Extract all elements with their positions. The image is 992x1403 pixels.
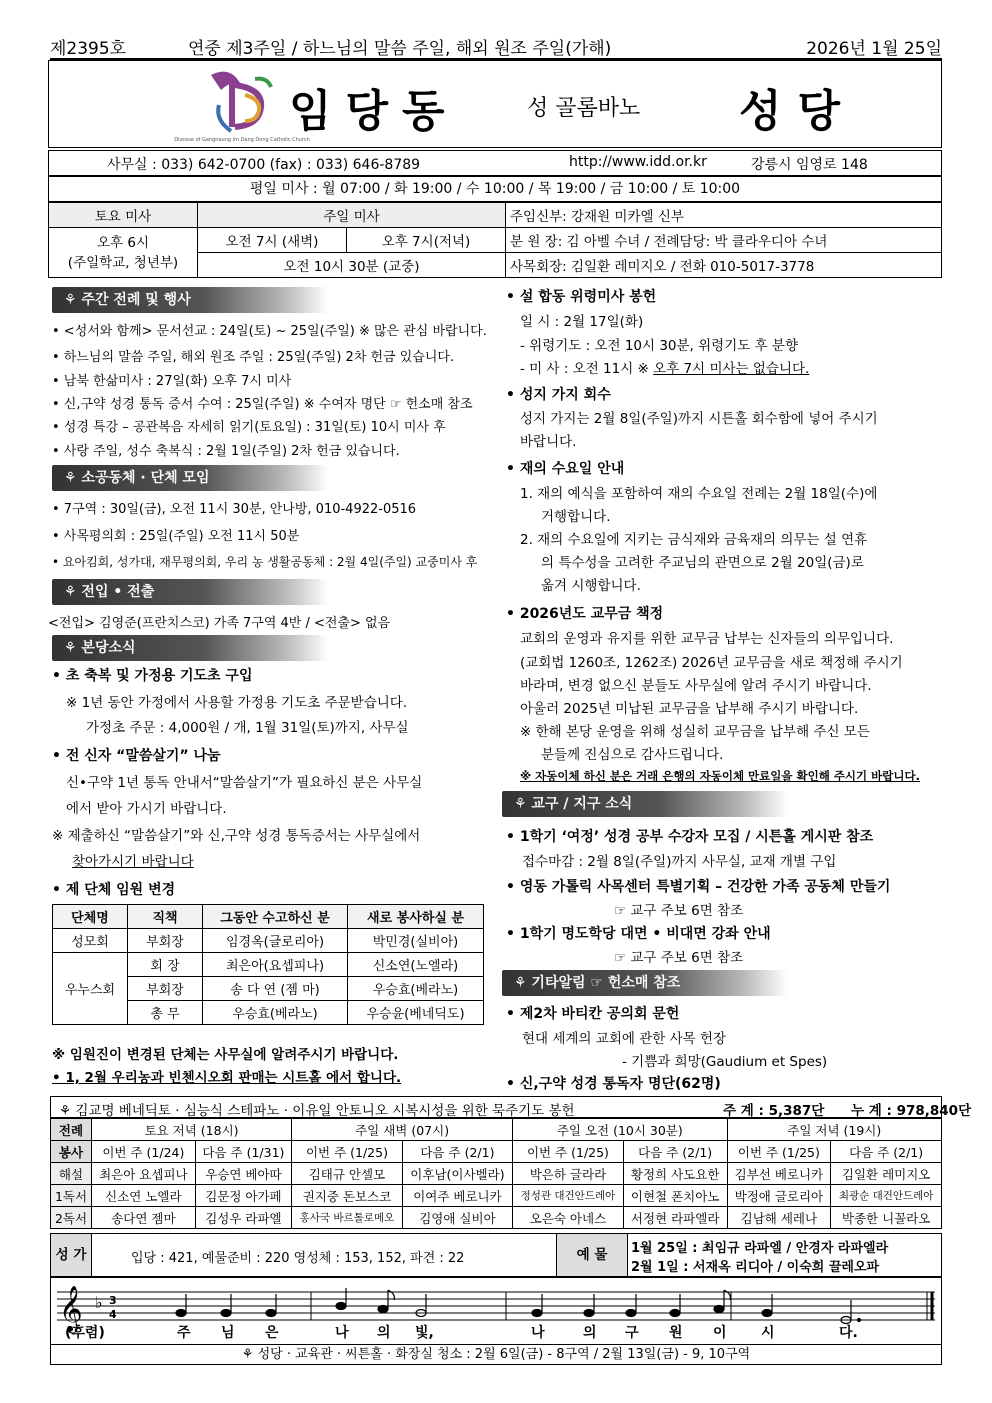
cleaning-schedule: ⚘ 성당 · 교육관 · 씨튼홀 · 화장실 청소 : 2월 6일(금) - 8구역 / 2월 13일(금) - 9, 10구역 xyxy=(51,1344,941,1365)
officer-col-prev: 그동안 수고하신 분 xyxy=(203,905,348,929)
group-header: 주일 저녁 (19시) xyxy=(727,1119,941,1141)
officer-col-new: 새로 봉사하실 분 xyxy=(348,905,484,929)
rosary-total: 누 계 : 978,840단 xyxy=(851,1103,972,1119)
time-bottom: 4 xyxy=(109,1308,117,1321)
group-header: 토요 저녁 (18시) xyxy=(92,1119,292,1141)
dues-4: 아울러 2025년 미납된 교무금을 납부해 주시기 바랍니다. xyxy=(520,701,859,717)
time-top: 3 xyxy=(109,1294,117,1307)
sun-evening: 오후 7시(저녁) xyxy=(347,228,506,253)
issue-header xyxy=(50,32,942,60)
officer-org: 우누스회 xyxy=(53,953,128,1025)
news-word-2: 에서 받아 가시기 바랍니다. xyxy=(66,801,227,817)
server-cell: 박정애 글로리아 xyxy=(727,1185,831,1207)
dues-1: 교회의 운영과 유지를 위한 교무금 납부는 신자들의 의무입니다. xyxy=(520,631,894,647)
liturgy-service-table xyxy=(50,1118,942,1229)
diocese-4: ☞ 교구 주보 6면 참조 xyxy=(614,903,744,919)
section-community: ⚘ 소공동체 · 단체 모임 xyxy=(52,465,328,491)
hymn-label: 성 가 xyxy=(51,1234,92,1276)
event-line-6: • 사랑 주일, 성수 축복식 : 2월 1일(주일) 2차 헌금 있습니다. xyxy=(52,444,400,459)
other-2: 현대 세계의 교회에 관한 사목 헌장 xyxy=(522,1031,727,1047)
sub-header: 다음 주 (2/1) xyxy=(623,1141,727,1163)
parish-logo xyxy=(174,65,310,145)
sat-header: 토요 미사 xyxy=(49,203,198,228)
hymn-offering-bar xyxy=(50,1233,942,1277)
church-word: 성당 xyxy=(739,86,857,137)
dues-title: • 2026년도 교무금 책정 xyxy=(506,606,664,622)
memorial-prayer: - 위령기도 : 오전 10시 30분, 위령기도 후 분향 xyxy=(520,338,799,354)
lyric: (후렴) xyxy=(65,1325,105,1341)
server-cell: 오은숙 아네스 xyxy=(513,1207,624,1229)
corner-1: 전례 xyxy=(51,1119,92,1141)
group-header: 주일 새벽 (07시) xyxy=(292,1119,513,1141)
memorial-title: • 설 합동 위령미사 봉헌 xyxy=(506,289,657,305)
dues-3: 바라며, 변경 없으신 분들도 사무실에 알려 주시기 바랍니다. xyxy=(520,678,872,694)
masthead xyxy=(48,60,942,148)
sub-header: 다음 주 (1/31) xyxy=(195,1141,291,1163)
contact-bar xyxy=(48,150,942,176)
lyric: 은 xyxy=(265,1325,279,1341)
sub-header: 다음 주 (2/1) xyxy=(402,1141,512,1163)
sat-time: 오후 6시 xyxy=(96,234,149,251)
news-candle-1: ※ 1년 동안 가정에서 사용할 가정용 기도초 주문받습니다. xyxy=(66,695,408,711)
lyric: 님 xyxy=(221,1325,235,1341)
news-word-4: 찾아가시기 바랍니다 xyxy=(72,854,194,870)
server-cell: 김남해 세레나 xyxy=(727,1207,831,1229)
lyric: 의 xyxy=(583,1325,597,1341)
parish-name: 임당동 xyxy=(289,86,459,137)
palm-2: 바랍니다. xyxy=(520,434,577,450)
council-head: 사목회장: 김일환 레미지오 / 전화 010-5017-3778 xyxy=(506,253,942,278)
sat-note: (주일학교, 청년부) xyxy=(67,254,179,271)
community-line-3: • 요아킴회, 성가대, 재무평의회, 우리 농 생활공동체 : 2월 4일(주일) 교중미사 후 xyxy=(52,555,478,569)
server-cell: 김문정 아가페 xyxy=(195,1185,291,1207)
lyric: 주 xyxy=(177,1325,191,1341)
server-cell: 신소연 노엘라 xyxy=(92,1185,196,1207)
logo-caption: Diocese of Gangneung Im Dang Dong Catholic Church xyxy=(174,137,310,143)
server-cell: 황정희 사도요한 xyxy=(623,1163,727,1185)
office-phone: 사무실 : 033) 642-0700 (fax) : 033) 646-8789 xyxy=(107,157,421,173)
server-cell: 김부선 베로니카 xyxy=(727,1163,831,1185)
weekday-mass: 평일 미사 : 월 07:00 / 화 19:00 / 수 10:00 / 목 19:00 / 금 10:00 / 토 10:00 xyxy=(48,176,942,202)
officer-new: 우승효(베라노) xyxy=(348,977,484,1001)
event-line-2: • 하느님의 말씀 주일, 해외 원조 주일 : 25일(주일) 2차 헌금 있습니다. xyxy=(52,350,455,365)
rosary-intention: ⚘ 김교명 베네딕토 · 심능식 스테파노 · 이유일 안토니오 시복시성을 위한 묵주기도 봉헌 xyxy=(59,1103,575,1119)
other-3: - 기쁨과 희망(Gaudium et Spes) xyxy=(622,1054,828,1070)
address: 강릉시 임영로 148 xyxy=(751,157,868,173)
ash-3: 2. 재의 수요일에 지키는 금식재와 금육재의 의무는 설 연휴 xyxy=(520,532,868,548)
offering-1: 1월 25일 : 최임규 라파엘 / 안경자 라파엘라 xyxy=(631,1241,889,1256)
news-officer-title: • 제 단체 임원 변경 xyxy=(52,882,176,898)
server-cell: 홍사국 바르톨로메오 xyxy=(292,1207,403,1229)
lyric: 시 xyxy=(761,1325,775,1341)
issue-date: 2026년 1월 25일 xyxy=(806,39,942,59)
diocese-2: 접수마감 : 2월 8일(주일)까지 사무실, 교재 개별 구입 xyxy=(522,854,837,870)
sub-header: 이번 주 (1/24) xyxy=(92,1141,196,1163)
memorial-mass-note: 오후 7시 미사는 없습니다. xyxy=(653,361,810,377)
community-line-1: • 7구역 : 30일(금), 오전 11시 30분, 안나방, 010-4922-0516 xyxy=(52,502,417,517)
ash-4: 의 특수성을 고려한 주교님의 관면으로 2월 20일(금)로 xyxy=(541,555,864,571)
community-line-2: • 사목평의회 : 25일(주일) 오전 11시 50분 xyxy=(52,529,300,544)
officer-role: 총 무 xyxy=(128,1001,203,1025)
server-cell: 박종한 니꼴라오 xyxy=(831,1207,942,1229)
lyric: 의 xyxy=(377,1325,391,1341)
section-transfer: ⚘ 전입 • 전출 xyxy=(52,579,328,605)
server-cell: 김일환 레미지오 xyxy=(831,1163,942,1185)
diocese-6: ☞ 교구 주보 6면 참조 xyxy=(614,950,744,966)
role-label: 2독서 xyxy=(51,1207,92,1229)
patron-name: 성 골롬바노 xyxy=(527,96,641,121)
diocese-1: • 1학기 ‘여정’ 성경 공부 수강자 모집 / 시튼홀 게시판 참조 xyxy=(506,829,874,845)
officer-prev: 최은아(요셉피나) xyxy=(203,953,348,977)
server-cell: 최은아 요셉피나 xyxy=(92,1163,196,1185)
officer-role: 부회장 xyxy=(128,929,203,953)
officer-org: 성모회 xyxy=(53,929,128,953)
other-1: • 제2차 바티칸 공의회 문헌 xyxy=(506,1006,680,1022)
news-candle-2: 가정초 주문 : 4,000원 / 개, 1월 31일(토)까지, 사무실 xyxy=(86,720,409,736)
website-link[interactable]: http://www.idd.or.kr xyxy=(569,154,707,170)
section-weekly-events: ⚘ 주간 전례 및 행사 xyxy=(52,287,328,313)
offering-label: 예 물 xyxy=(556,1234,628,1276)
section-parish-news: ⚘ 본당소식 xyxy=(52,635,328,661)
transfer-line: <전입> 김영준(프란치스코) 가족 7구역 4반 / <전출> 없음 xyxy=(48,616,391,631)
officer-role: 부회장 xyxy=(128,977,203,1001)
event-line-4: • 신,구약 성경 통독 증서 수여 : 25일(주일) ※ 수여자 명단 ☞ 헌소매 참조 xyxy=(52,397,473,412)
lyric: 원 xyxy=(669,1325,683,1341)
officer-prev: 임경옥(글로리아) xyxy=(203,929,348,953)
officer-new: 우승윤(베네딕도) xyxy=(348,1001,484,1025)
news-word-3: ※ 제출하신 “말씀살기”와 신,구약 성경 통독증서는 사무실에서 xyxy=(52,828,421,844)
lyric: 나 xyxy=(531,1325,545,1341)
lyric: 나 xyxy=(335,1325,349,1341)
officer-change-table xyxy=(52,904,484,1025)
sub-header: 이번 주 (1/25) xyxy=(727,1141,831,1163)
palm-1: 성지 가지는 2월 8일(주일)까지 시튼홀 회수함에 넣어 주시기 xyxy=(520,411,878,427)
offering-2: 2월 1일 : 서재옥 리디아 / 이숙희 끌레오파 xyxy=(631,1260,880,1275)
event-line-5: • 성경 특강 – 공관복음 자세히 읽기(토요일) : 31일(토) 10시 미사 후 xyxy=(52,420,446,435)
server-cell: 박은하 글라라 xyxy=(513,1163,624,1185)
server-cell: 김영애 실비아 xyxy=(402,1207,512,1229)
sat-time-cell xyxy=(49,228,198,278)
server-cell: 이후남(이사벨라) xyxy=(402,1163,512,1185)
other-4: • 신,구약 성경 통독자 명단(62명) xyxy=(506,1076,721,1092)
server-cell: 송다연 젬마 xyxy=(92,1207,196,1229)
lyric: 이 xyxy=(713,1325,727,1341)
sun-header: 주일 미사 xyxy=(198,203,506,228)
sun-main: 오전 10시 30분 (교중) xyxy=(198,253,506,278)
news-word-1: 신•구약 1년 통독 안내서“말씀살기”가 필요하신 분은 사무실 xyxy=(66,775,423,791)
news-candle-title: • 초 축복 및 가정용 기도초 구입 xyxy=(52,668,253,684)
sub-header: 다음 주 (2/1) xyxy=(831,1141,942,1163)
server-cell: 김성우 라파엘 xyxy=(195,1207,291,1229)
server-cell: 최광순 대건안드레아 xyxy=(831,1185,942,1207)
mass-schedule xyxy=(48,202,942,278)
event-line-1: • <성서와 함께> 문서선교 : 24일(토) ~ 25일(주일) ※ 많은 관심 바랍니다. xyxy=(52,324,487,339)
hymn-numbers: 입당 : 421, 예물준비 : 220 영성체 : 153, 152, 파견 : 22 xyxy=(131,1251,465,1266)
server-cell: 이여주 베로니카 xyxy=(402,1185,512,1207)
ash-2: 거행합니다. xyxy=(541,509,611,525)
server-cell: 서정현 라파엘라 xyxy=(623,1207,727,1229)
memorial-date: 일 시 : 2월 17일(화) xyxy=(520,314,644,330)
lyric: 빛, xyxy=(415,1325,434,1341)
ash-1: 1. 재의 예식을 포함하여 재의 수요일 전례는 2월 18일(수)에 xyxy=(520,486,878,502)
server-cell: 권지중 돈보스코 xyxy=(292,1185,403,1207)
officer-prev: 송 다 연 (젬 마) xyxy=(203,977,348,1001)
role-label: 해설 xyxy=(51,1163,92,1185)
liturgy-title: 연중 제3주일 / 하느님의 말씀 주일, 해외 원조 주일(가해) xyxy=(188,39,612,59)
dues-autopay-note: ※ 자동이체 하신 분은 거래 은행의 자동이체 만료일을 확인해 주시기 바랍니다. xyxy=(520,769,920,783)
officer-role: 회 장 xyxy=(128,953,203,977)
ash-title: • 재의 수요일 안내 xyxy=(506,461,625,477)
flat-sign: ♭ xyxy=(95,1293,103,1312)
priest: 주임신부: 강재원 미카엘 신부 xyxy=(506,203,942,228)
memorial-mass xyxy=(520,357,809,377)
sales-note: • 1, 2월 우리농과 빈첸시오회 판매는 시트홀 에서 합니다. xyxy=(52,1070,402,1086)
section-diocese: ⚘ 교구 / 지구 소식 xyxy=(502,791,788,817)
dues-5: ※ 한해 본당 운영을 위해 성실히 교무금을 납부해 주신 모든 xyxy=(520,724,870,740)
role-label: 1독서 xyxy=(51,1185,92,1207)
sisters: 분 원 장: 김 아벨 수녀 / 전례담당: 박 클라우디아 수녀 xyxy=(506,228,942,253)
event-line-3: • 남북 한삶미사 : 27일(화) 오후 7시 미사 xyxy=(52,374,292,389)
server-cell: 우승연 베아따 xyxy=(195,1163,291,1185)
sun-dawn: 오전 7시 (새벽) xyxy=(198,228,347,253)
treble-clef: 𝄞 xyxy=(59,1286,83,1332)
palm-title: • 성지 가지 회수 xyxy=(506,387,611,403)
diocese-5: • 1학기 명도학당 대면 • 비대면 강좌 안내 xyxy=(506,926,771,942)
sub-header: 이번 주 (1/25) xyxy=(292,1141,403,1163)
officer-new: 박민경(실비아) xyxy=(348,929,484,953)
officer-col-org: 단체명 xyxy=(53,905,128,929)
corner-2: 봉사 xyxy=(51,1141,92,1163)
dues-2: (교회법 1260조, 1262조) 2026년 교무금을 새로 책정해 주시기 xyxy=(520,655,903,671)
dues-6: 분들께 진심으로 감사드립니다. xyxy=(541,747,724,763)
psalm-music xyxy=(50,1277,942,1365)
officer-note: ※ 임원진이 변경된 단체는 사무실에 알려주시기 바랍니다. xyxy=(52,1047,399,1063)
officer-new: 신소연(노엘라) xyxy=(348,953,484,977)
rosary-bar xyxy=(50,1096,972,1119)
group-header: 주일 오전 (10시 30분) xyxy=(513,1119,727,1141)
server-cell: 이현철 폰치아노 xyxy=(623,1185,727,1207)
rosary-week: 주 계 : 5,387단 xyxy=(723,1103,825,1119)
diocese-3: • 영동 가톨릭 사목센터 특별기획 – 건강한 가족 공동체 만들기 xyxy=(506,879,891,895)
section-other: ⚘ 기타알림 ☞ 헌소매 참조 xyxy=(502,970,788,996)
memorial-mass-time: - 미 사 : 오전 11시 ※ xyxy=(520,361,654,377)
news-word-title: • 전 신자 “말씀살기” 나눔 xyxy=(52,748,221,764)
server-cell: 김태규 안셀모 xyxy=(292,1163,403,1185)
server-cell: 정성관 대건안드레아 xyxy=(513,1185,624,1207)
lyric: 구 xyxy=(625,1325,639,1341)
issue-number: 제2395호 xyxy=(50,39,127,59)
officer-prev: 우승효(베라노) xyxy=(203,1001,348,1025)
sub-header: 이번 주 (1/25) xyxy=(513,1141,624,1163)
lyric: 다. xyxy=(839,1325,858,1341)
ash-5: 옮겨 시행합니다. xyxy=(541,578,641,594)
officer-col-role: 직책 xyxy=(128,905,203,929)
